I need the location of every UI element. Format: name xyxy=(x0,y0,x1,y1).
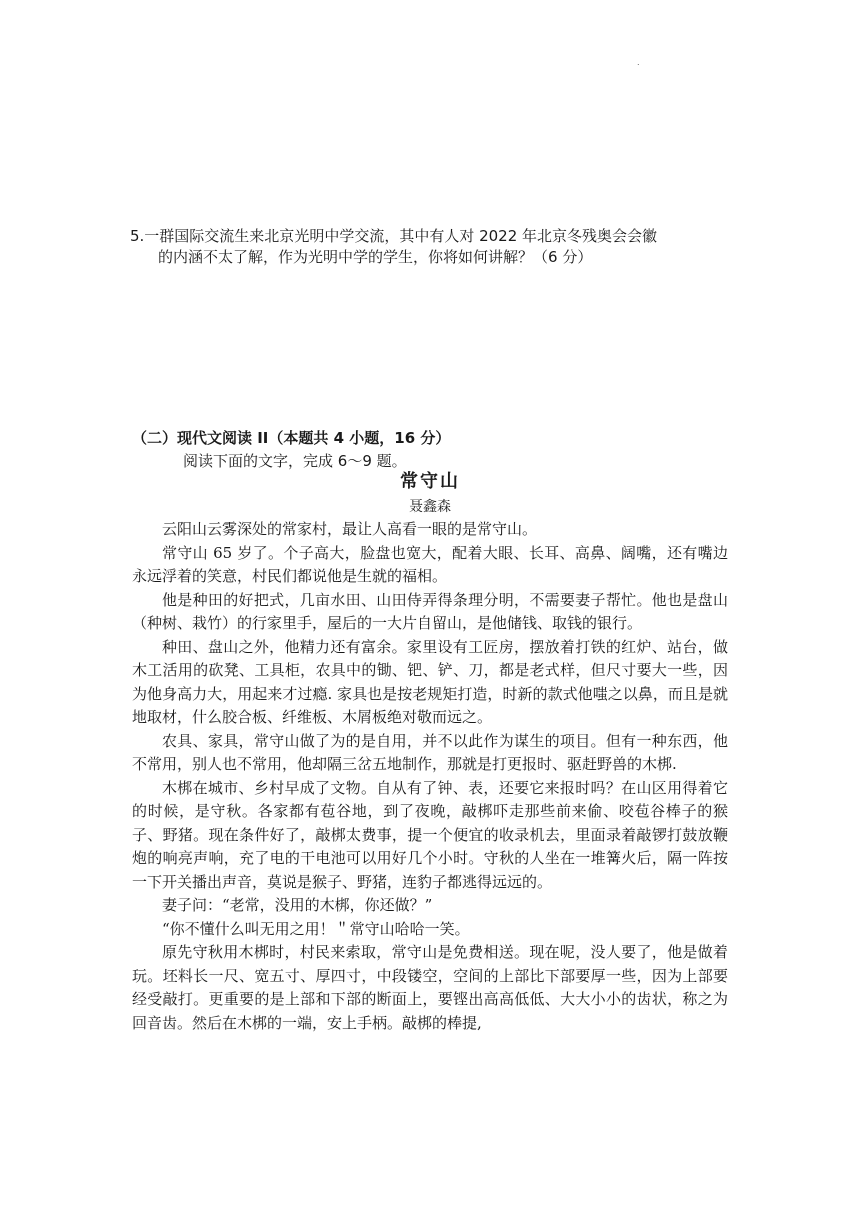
article-paragraph: 他是种田的好把式，几亩水田、山田侍弄得条理分明，不需要妻子帮忙。他也是盘山（种树、栽竹）的行家里手，屋后的一大片自留山，是他储钱、取钱的银行。 xyxy=(132,590,728,632)
article-paragraph: 常守山 65 岁了。个子高大，脸盘也宽大，配着大眼、长耳、高鼻、阔嘴，还有嘴边永远浮着的笑意，村民们都说他是生就的福相。 xyxy=(132,543,728,585)
article-title: 常守山 xyxy=(400,471,460,492)
question-5 xyxy=(130,226,730,268)
article-paragraph: 农具、家具，常守山做了为的是自用，并不以此作为谋生的项目。但有一种东西，他不常用，别人也不常用，他却隔三岔五地制作，那就是打更报时、驱赶野兽的木梆. xyxy=(132,731,728,773)
article-paragraph: 木梆在城市、乡村早成了文物。自从有了钟、表，还要它来报时吗？在山区用得着它的时候，是守秋。各家都有苞谷地，到了夜晚，敲梆吓走那些前来偷、咬苞谷棒子的猴子、野猪。现在条件好了，敲梆太费事，提一个便宜的收录机去，里面录着敲锣打鼓放鞭炮的响亮声响，充了电的干电池可以用好几个小时。守秋的人坐在一堆篝火后，隔一阵按一下开关播出声音，莫说是猴子、野猪，连豹子都逃得远远的。 xyxy=(132,778,728,891)
article-paragraph: 原先守秋用木梆时，村民来索取，常守山是免费相送。现在呢，没人要了，他是做着玩。坯料长一尺、宽五寸、厚四寸，中段镂空，空间的上部比下部要厚一些，因为上部要经受敲打。更重要的是上部和下部的断面上，要铿出高高低低、大大小小的齿状，称之为回音齿。然后在木梆的一端，安上手柄。敲梆的棒提, xyxy=(132,943,728,1032)
article-author: 聂鑫森 xyxy=(409,499,451,515)
question-5-line-1: 5.一群国际交流生来北京光明中学交流，其中有人对 2022 年北京冬残奥会会徽 xyxy=(130,227,658,245)
article-body xyxy=(132,518,728,1035)
section-heading: （二）现代文阅读 II（本题共 4 小题，16 分） xyxy=(132,429,451,447)
question-5-line-2: 的内涵不太了解，作为光明中学的学生，你将如何讲解？（6 分） xyxy=(158,248,593,266)
article-paragraph: 妻子问：“老常，没用的木梆，你还做？” xyxy=(162,896,433,914)
article-paragraph: 云阳山云雾深处的常家村，最让人高看一眼的是常守山。 xyxy=(162,520,538,538)
header-mark: . xyxy=(637,58,640,67)
article-paragraph: 种田、盘山之外，他精力还有富余。家里设有工匠房，摆放着打铁的红炉、站台，做木工活用的砍凳、工具柜，农具中的锄、钯、铲、刀，都是老式样，但尺寸要大一些，因为他身高力大，用起来才过瘾. 家具也是按老规矩打造，时新的款式他嗤之以鼻，而且是就地取材，什么胶合板、纤维板、木屑板绝对敬而远之。 xyxy=(132,637,728,726)
reading-instruction: 阅读下面的文字，完成 6～9 题。 xyxy=(183,452,407,470)
article-paragraph: “你不懂什么叫无用之用！＂常守山哈哈一笑。 xyxy=(162,919,470,938)
